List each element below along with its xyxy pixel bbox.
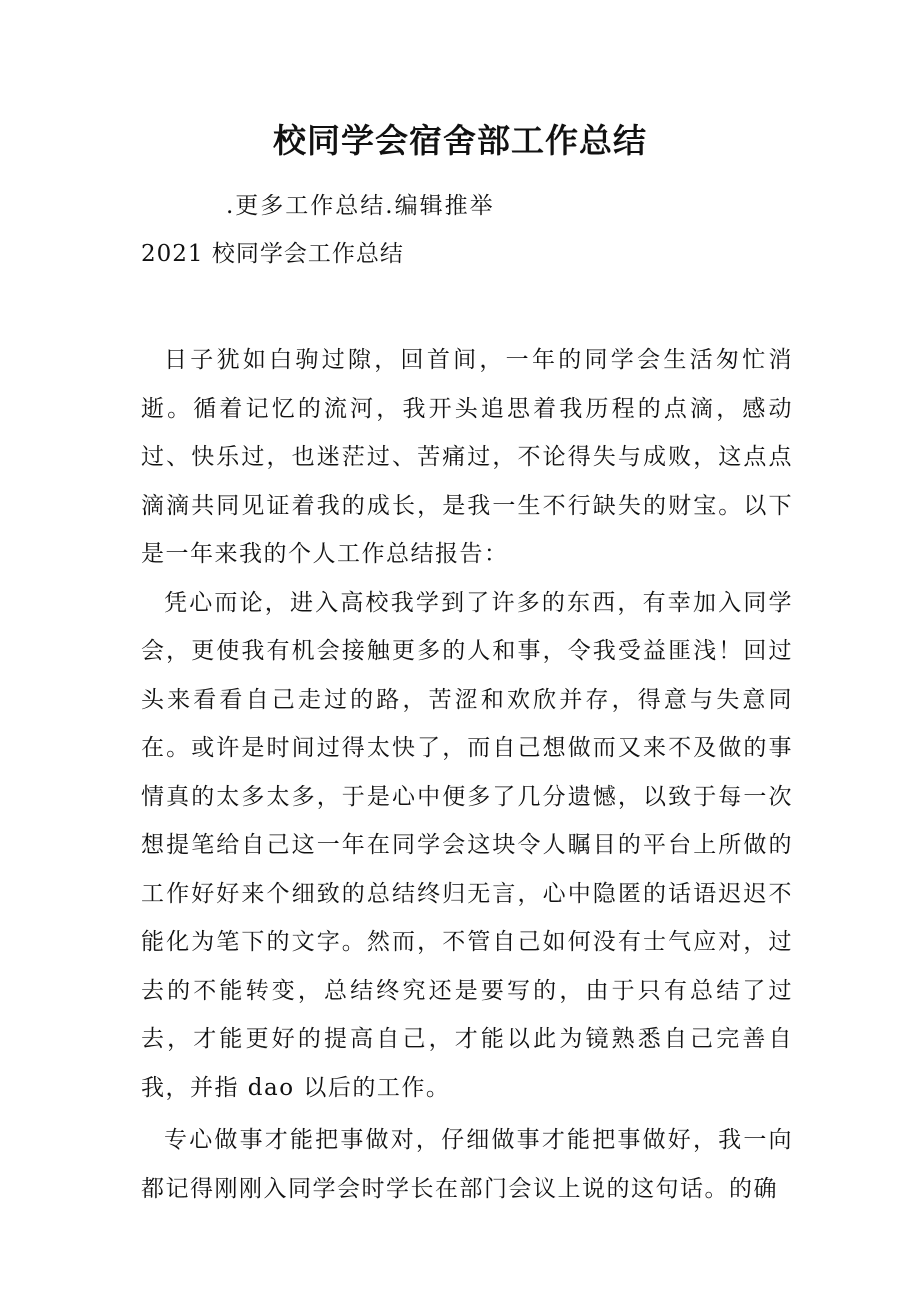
- document-body: [141, 336, 793, 1213]
- paragraph-1: 日子犹如白驹过隙，回首间，一年的同学会生活匆忙消逝。循着记忆的流河，我开头追思着我历程的点滴，感动过、快乐过，也迷茫过、苦痛过，不论得失与成败，这点点滴滴共同见证着我的成长，是我一生不行缺失的财宝。以下是一年来我的个人工作总结报告：: [141, 347, 793, 567]
- paragraph-2: 凭心而论，进入高校我学到了许多的东西，有幸加入同学会，更使我有机会接触更多的人和事，令我受益匪浅！回过头来看看自己走过的路，苦涩和欢欣并存，得意与失意同在。或许是时间过得太快了，而自己想做而又来不及做的事情真的太多太多，于是心中便多了几分遗憾，以致于每一次想提笔给自己这一年在同学会这块令人瞩目的平台上所做的工作好好来个细致的总结终归无言，心中隐匿的话语迟迟不能化为笔下的文字。然而，不管自己如何没有士气应对，过去的不能转变，总结终究还是要写的，由于只有总结了过去，才能更好的提高自己，才能以此为镜熟悉自己完善自我，并指 dao 以后的工作。: [141, 589, 793, 1101]
- paragraph-3: 专心做事才能把事做对，仔细做事才能把事做好，我一向都记得刚刚入同学会时学长在部门会议上说的这句话。的确: [141, 1127, 793, 1202]
- document-subtitle: .更多工作总结.编辑推举: [226, 193, 495, 219]
- document-title: 校同学会宿舍部工作总结: [273, 121, 647, 160]
- section-heading: 2021 校同学会工作总结: [141, 241, 404, 267]
